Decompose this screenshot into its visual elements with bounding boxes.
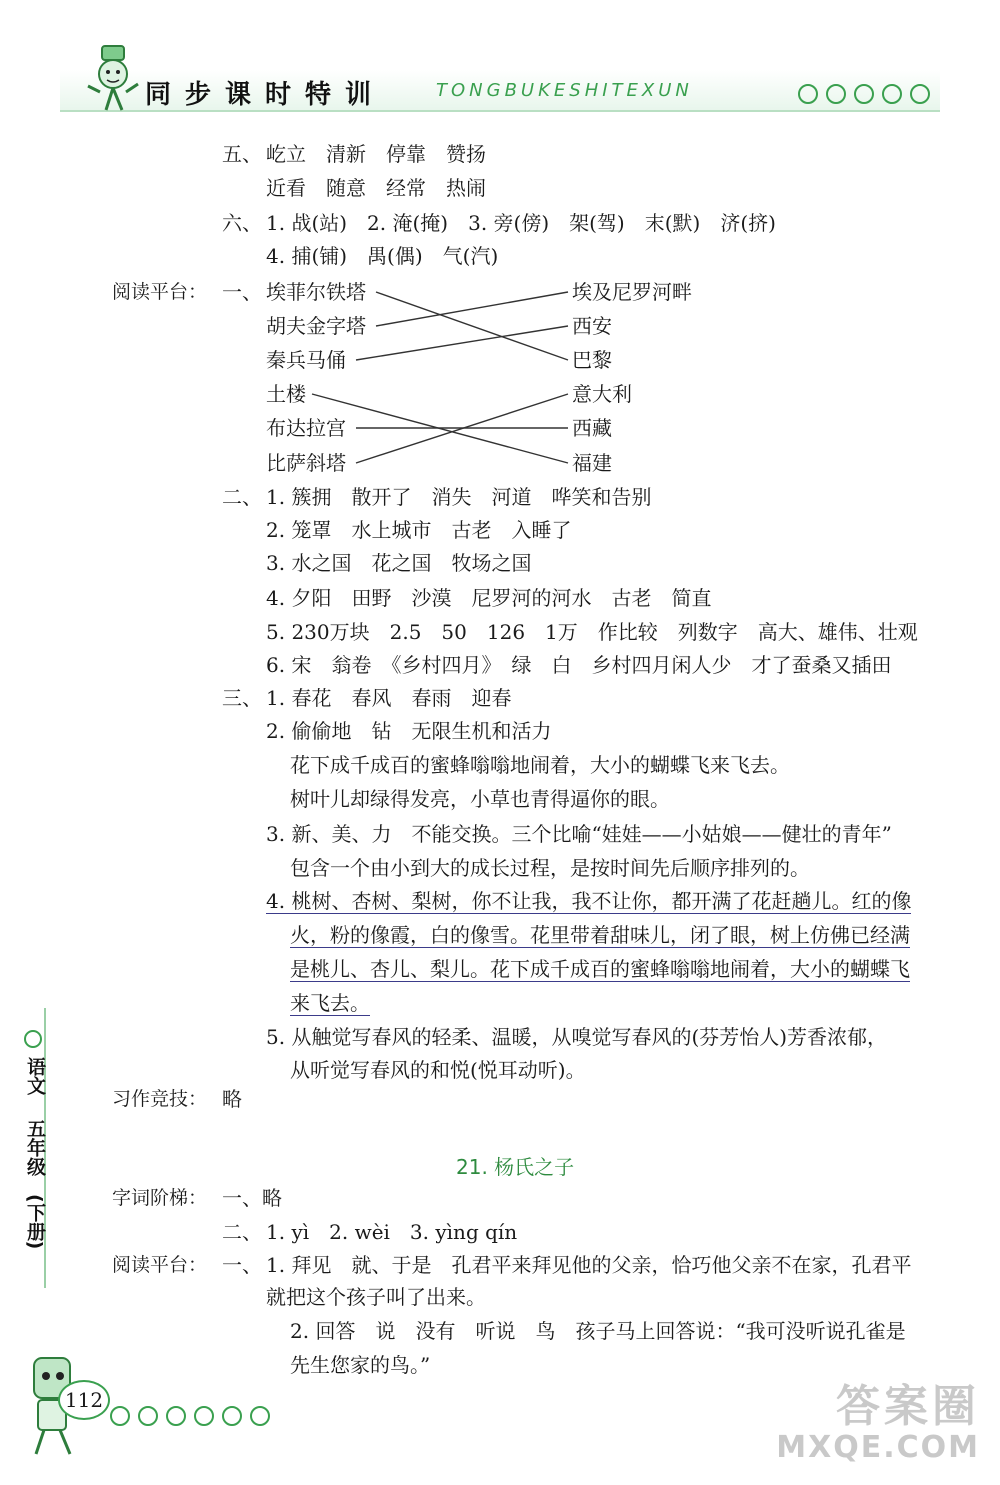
reading-q2-line6: 6. 宋 翁卷 《乡村四月》 绿 白 乡村四月闲人少 才了蚕桑又插田 xyxy=(266,653,892,677)
reading-q3-line5a: 从听觉写春风的和悦(悦耳动听)。 xyxy=(290,1058,586,1082)
side-volume: (下册) xyxy=(24,1194,46,1250)
reading-q2-line1: 1. 簇拥 散开了 消失 河道 哗笑和告别 xyxy=(266,485,652,509)
reading-q3-line3a: 包含一个由小到大的成长过程，是按时间先后顺序排列的。 xyxy=(290,856,810,880)
reading-q3-line2a: 花下成千成百的蜜蜂嗡嗡地闹着，大小的蝴蝶飞来飞去。 xyxy=(290,753,790,777)
match-left-6: 比萨斜塔 xyxy=(266,451,346,475)
header-title: 同步课时特训 xyxy=(145,80,386,110)
matching-lines xyxy=(0,0,1000,500)
lesson21-read-label: 阅读平台： xyxy=(112,1254,208,1276)
match-line-3 xyxy=(356,326,568,360)
s6-row1: 1. 战(站) 2. 淹(掩) 3. 旁(傍) 架(驾) 末(默) 济(挤) xyxy=(266,211,776,235)
watermark-line2: MXQE.COM xyxy=(776,1430,980,1465)
s6-label: 六、 xyxy=(222,211,262,235)
lesson21-word-label: 字词阶梯： xyxy=(112,1187,208,1209)
reading-q3-line4-text: 4. 桃树、杏树、梨树，你不让我，我不让你，都开满了花赶趟儿。红的像 xyxy=(266,889,912,913)
reading-q3-label: 三、 xyxy=(222,686,262,710)
reading-q2-line2: 2. 笼罩 水上城市 古老 入睡了 xyxy=(266,518,572,542)
match-right-1: 埃及尼罗河畔 xyxy=(572,280,692,304)
reading-q2-label: 二、 xyxy=(222,485,262,509)
match-right-3: 巴黎 xyxy=(572,348,612,372)
lesson21-r1-label: 一、 xyxy=(222,1253,262,1277)
reading-q3-line4a-text: 火，粉的像霞，白的像雪。花里带着甜味儿，闭了眼，树上仿佛已经满 xyxy=(290,923,910,947)
side-tab xyxy=(20,1052,50,1262)
lesson21-w2: 1. yì 2. wèi 3. yìng qín xyxy=(266,1220,518,1244)
reading-q2-line4: 4. 夕阳 田野 沙漠 尼罗河的河水 古老 简直 xyxy=(266,586,712,610)
writing-label: 习作竞技： xyxy=(112,1088,208,1110)
side-subject: 语文 xyxy=(24,1057,46,1095)
s6-row2: 4. 捕(铺) 禺(偶) 气(汽) xyxy=(266,244,499,268)
reading-label: 阅读平台： xyxy=(112,281,208,303)
match-left-1: 埃菲尔铁塔 xyxy=(266,280,366,304)
reading-q3-line2b: 树叶儿却绿得发亮，小草也青得逼你的眼。 xyxy=(290,787,670,811)
match-left-2: 胡夫金字塔 xyxy=(266,314,366,338)
lesson21-r1-line2: 2. 回答 说 没有 听说 鸟 孩子马上回答说：“我可没听说孔雀是 xyxy=(290,1319,906,1343)
s5-label: 五、 xyxy=(222,142,262,166)
reading-q1-label: 一、 xyxy=(222,280,262,304)
match-left-5: 布达拉宫 xyxy=(266,416,346,440)
reading-q2-line5: 5. 230万块 2.5 50 126 1万 作比较 列数字 高大、雄伟、壮观 xyxy=(266,620,918,644)
reading-q3-line3: 3. 新、美、力 不能交换。三个比喻“娃娃——小姑娘——健壮的青年” xyxy=(266,822,892,846)
reading-q3-line4b xyxy=(290,954,910,984)
reading-q2-line3: 3. 水之国 花之国 牧场之国 xyxy=(266,551,532,575)
lesson21-title: 21. 杨氏之子 xyxy=(456,1155,575,1179)
lesson21-r1-line1a: 就把这个孩子叫了出来。 xyxy=(266,1285,486,1309)
lesson21-w1: 一、略 xyxy=(222,1186,282,1210)
reading-q3-line1: 1. 春花 春风 春雨 迎春 xyxy=(266,686,512,710)
match-left-4: 土楼 xyxy=(266,382,306,406)
reading-q3-line2: 2. 偷偷地 钻 无限生机和活力 xyxy=(266,719,552,743)
page-number: 112 xyxy=(58,1380,110,1420)
footer-circles xyxy=(110,1406,270,1426)
side-grade: 五年级 xyxy=(24,1118,46,1176)
watermark xyxy=(776,1383,980,1465)
lesson21-r1-line1: 1. 拜见 就、于是 孔君平来拜见他的父亲，恰巧他父亲不在家，孔君平 xyxy=(266,1253,912,1277)
match-right-4: 意大利 xyxy=(572,382,632,406)
match-right-2: 西安 xyxy=(572,314,612,338)
match-left-3: 秦兵马俑 xyxy=(266,348,346,372)
match-line-2 xyxy=(376,292,568,326)
header-pinyin: TONGBUKESHITEXUN xyxy=(436,80,693,101)
writing-value: 略 xyxy=(222,1087,242,1111)
reading-q3-line4c-text: 来飞去。 xyxy=(290,991,370,1015)
lesson21-r1-line2a: 先生您家的鸟。” xyxy=(290,1353,431,1377)
reading-q3-line4a xyxy=(290,920,910,950)
match-right-6: 福建 xyxy=(572,451,612,475)
lesson21-w2-label: 二、 xyxy=(222,1220,262,1244)
s5-row2: 近看 随意 经常 热闹 xyxy=(266,176,486,200)
watermark-line1: 答案圈 xyxy=(836,1381,980,1432)
reading-q3-line4b-text: 是桃儿、杏儿、梨儿。花下成千成百的蜜蜂嗡嗡地闹着，大小的蝴蝶飞 xyxy=(290,957,910,981)
reading-q3-line4 xyxy=(266,886,911,916)
side-circle-icon xyxy=(24,1030,42,1048)
s5-row1: 屹立 清新 停靠 赞扬 xyxy=(266,142,486,166)
reading-q3-line4c xyxy=(290,988,370,1018)
match-right-5: 西藏 xyxy=(572,416,612,440)
reading-q3-line5: 5. 从触觉写春风的轻柔、温暖，从嗅觉写春风的(芬芳怡人)芳香浓郁， xyxy=(266,1025,888,1049)
match-line-1 xyxy=(376,292,568,360)
